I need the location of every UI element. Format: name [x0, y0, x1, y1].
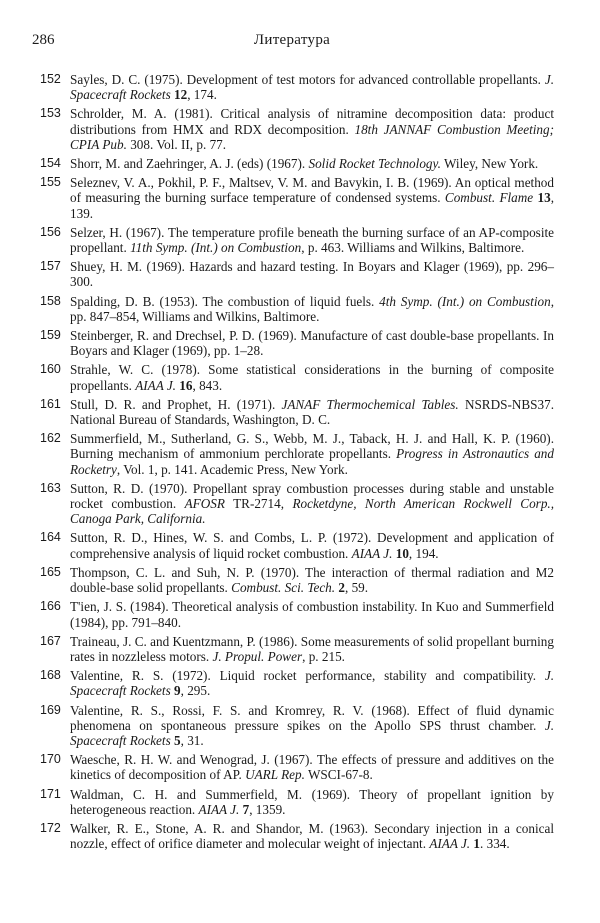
reference-entry [40, 565, 554, 595]
reference-source: 4th Symp. (Int.) on Combustion [379, 293, 551, 309]
reference-segment: 308. Vol. II, p. 77. [126, 136, 227, 152]
reference-text [70, 634, 554, 664]
reference-source: JANAF Thermochemical Tables. [281, 396, 459, 412]
reference-source: AIAA J. [135, 377, 176, 393]
reference-number: 164 [40, 530, 61, 545]
reference-entry [40, 821, 554, 851]
reference-segment: Wiley, New York. [440, 156, 539, 172]
reference-segment: , 843. [192, 377, 223, 393]
reference-segment: Strahle, W. C. (1978). Some statistical considerations in the burning of composite propellants. [70, 362, 554, 393]
reference-segment: , p. 463. Williams and Wilkins, Baltimore. [301, 240, 525, 256]
reference-entry [40, 156, 554, 171]
reference-number: 169 [40, 702, 61, 717]
reference-text [70, 787, 554, 817]
reference-segment: , p. 215. [302, 648, 345, 664]
reference-text [70, 565, 554, 595]
reference-entry [40, 259, 554, 289]
reference-segment: . 334. [480, 836, 510, 852]
reference-volume: 9 [174, 683, 181, 699]
reference-entry [40, 787, 554, 817]
reference-source: Combust. Flame [444, 190, 534, 206]
reference-segment: , pp. 847–854, Williams and Wilkins, Baltimore. [70, 293, 554, 324]
reference-entry [40, 106, 554, 152]
reference-segment: , 1359. [249, 801, 286, 817]
reference-source: AFOSR [184, 496, 225, 512]
reference-entry [40, 668, 554, 698]
reference-text [70, 106, 554, 152]
reference-entry [40, 703, 554, 749]
reference-entry [40, 294, 554, 324]
reference-source: Progress in Astronautics and Rocketry [70, 446, 554, 477]
reference-text [70, 259, 554, 289]
reference-text [70, 72, 554, 102]
reference-segment: NSRDS-NBS37. National Bureau of Standards, Washington, D. C. [70, 396, 554, 428]
reference-volume: 7 [242, 801, 250, 817]
reference-text [70, 668, 554, 698]
reference-source: J. Propul. Power [212, 648, 303, 664]
reference-volume: 2 [338, 580, 345, 596]
reference-segment: , 295. [180, 683, 211, 699]
reference-number: 171 [40, 786, 61, 801]
reference-source: Combust. Sci. Tech. [231, 580, 336, 596]
reference-volume: 16 [179, 377, 193, 393]
reference-segment: Waldman, C. H. and Summerfield, M. (1969). Theory of propellant ignition by heterogeneous reaction. [70, 786, 554, 817]
running-title: Литература [253, 32, 331, 48]
reference-entry [40, 481, 554, 527]
reference-text [70, 599, 554, 629]
reference-source: Rocketdyne, North American Rockwell Corp., Canoga Park, California. [70, 496, 555, 527]
reference-segment: Steinberger, R. and Drechsel, P. D. (1969). Manufacture of cast double-base propellants. In Boyars and Klager (1969), pp. 1–28. [70, 328, 554, 359]
reference-number: 156 [40, 224, 61, 239]
reference-segment: Valentine, R. S., Rossi, F. S. and Kromrey, R. V. (1968). Effect of fluid dynamic phenomena on spontaneous pressure spikes on the Apollo SPS thrust chamber. [70, 702, 554, 733]
reference-number: 167 [40, 633, 61, 648]
reference-segment: , 194. [408, 545, 439, 561]
reference-text [70, 362, 554, 392]
reference-number: 155 [40, 175, 61, 190]
reference-entry [40, 225, 554, 255]
reference-text [70, 752, 554, 782]
reference-source: Solid Rocket Technology. [308, 156, 441, 172]
reference-text [70, 821, 554, 851]
reference-entry [40, 397, 554, 427]
reference-number: 165 [40, 564, 61, 579]
reference-number: 154 [40, 156, 61, 171]
reference-number: 158 [40, 293, 61, 308]
reference-segment: Schrolder, M. A. (1981). Critical analysis of nitramine decomposition data: product distributions from HMX and RDX decomposition. [70, 106, 554, 137]
reference-segment: Sutton, R. D., Hines, W. S. and Combs, L. P. (1972). Development and application of comprehensive analysis of liquid rocket combustion. [70, 530, 554, 561]
reference-entry [40, 72, 554, 102]
reference-source: J. Spacecraft Rockets [70, 717, 554, 748]
reference-segment: , Vol. 1, p. 141. Academic Press, New York. [116, 461, 348, 477]
reference-volume: 5 [174, 732, 181, 748]
reference-number: 163 [40, 480, 61, 495]
reference-segment: , 59. [344, 580, 369, 596]
reference-volume: 13 [537, 190, 551, 206]
reference-text [70, 328, 554, 358]
reference-entry [40, 175, 554, 221]
reference-segment: Sutton, R. D. (1970). Propellant spray combustion processes during stable and unstable rocket combustion. [70, 480, 554, 512]
reference-segment: Thompson, C. L. and Suh, N. P. (1970). The interaction of thermal radiation and M2 double-base solid propellants. [70, 564, 554, 596]
reference-source: 18th JANNAF Combustion Meeting; CPIA Pub. [70, 121, 555, 152]
reference-segment: TR-2714, [224, 496, 293, 512]
reference-segment: Valentine, R. S. (1972). Liquid rocket performance, stability and compatibility. [70, 668, 545, 684]
reference-segment: Stull, D. R. and Prophet, H. (1971). [70, 396, 282, 412]
reference-segment: Spalding, D. B. (1953). The combustion of liquid fuels. [70, 293, 380, 309]
reference-segment: Shuey, H. M. (1969). Hazards and hazard testing. In Boyars and Klager (1969), pp. 296–300. [70, 259, 554, 290]
reference-segment: Traineau, J. C. and Kuentzmann, P. (1986). Some measurements of solid propellant burning rates in nozzleless motors. [70, 633, 554, 664]
reference-number: 153 [40, 106, 61, 121]
reference-text [70, 225, 554, 255]
reference-text [70, 397, 554, 427]
reference-entry [40, 599, 554, 629]
reference-segment: Walker, R. E., Stone, A. R. and Shandor, M. (1963). Secondary injection in a conical nozzle, effect of orifice diameter and molecular weight of injectant. [70, 820, 554, 852]
page-header [32, 32, 552, 54]
reference-segment: , 174. [187, 87, 217, 103]
reference-text [70, 481, 554, 527]
reference-entry [40, 634, 554, 664]
reference-text [70, 703, 554, 749]
reference-volume: 1 [473, 836, 480, 852]
reference-number: 161 [40, 396, 61, 411]
reference-source: UARL Rep. [245, 767, 305, 783]
reference-source: AIAA J. [429, 836, 471, 852]
reference-segment: Shorr, M. and Zaehringer, A. J. (eds) (1967). [70, 156, 309, 172]
reference-text [70, 431, 554, 477]
reference-segment: Sayles, D. C. (1975). Development of test motors for advanced controllable propellants. [70, 72, 545, 87]
reference-text [70, 294, 554, 324]
reference-segment: Seleznev, V. A., Pokhil, P. F., Maltsev, V. M. and Bavykin, I. B. (1969). An optical method of measuring the burning surface temperature of condensed systems. [70, 175, 554, 206]
reference-number: 162 [40, 431, 61, 446]
reference-entry [40, 362, 554, 392]
reference-segment: Summerfield, M., Sutherland, G. S., Webb, M. J., Taback, H. J. and Hall, K. P. (1960). Burning mechanism of ammonium perchlorate propellants. [70, 431, 554, 462]
page-number: 286 [32, 32, 55, 48]
reference-entry [40, 530, 554, 560]
reference-volume: 12 [174, 87, 188, 103]
reference-number: 157 [40, 259, 61, 274]
reference-segment: T'ien, J. S. (1984). Theoretical analysis of combustion instability. In Kuo and Summerfield (1984), pp. 791–840. [70, 599, 554, 630]
reference-text [70, 530, 554, 560]
reference-volume: 10 [395, 545, 409, 561]
reference-number: 160 [40, 362, 61, 377]
reference-segment: Waesche, R. H. W. and Wenograd, J. (1967). The effects of pressure and additives on the kinetics of decomposition of AP. [70, 752, 554, 783]
reference-list [40, 72, 554, 855]
reference-source: 11th Symp. (Int.) on Combustion [130, 240, 302, 256]
reference-entry [40, 752, 554, 782]
reference-segment: , 139. [70, 190, 554, 221]
reference-source: AIAA J. [198, 801, 240, 817]
reference-segment: , 31. [180, 732, 204, 748]
reference-segment: Selzer, H. (1967). The temperature profile beneath the burning surface of an AP-composite propellant. [70, 224, 554, 256]
reference-text [70, 156, 554, 171]
reference-source: AIAA J. [351, 545, 393, 561]
reference-source: J. Spacecraft Rockets [70, 668, 554, 699]
reference-text [70, 175, 554, 221]
reference-number: 159 [40, 328, 61, 343]
reference-entry [40, 431, 554, 477]
reference-entry [40, 328, 554, 358]
reference-number: 168 [40, 668, 61, 683]
reference-number: 170 [40, 752, 61, 767]
reference-number: 152 [40, 72, 61, 86]
reference-source: J. Spacecraft Rockets [70, 72, 554, 103]
reference-segment: WSCI-67-8. [304, 767, 373, 783]
reference-number: 172 [40, 820, 61, 835]
reference-number: 166 [40, 599, 61, 614]
